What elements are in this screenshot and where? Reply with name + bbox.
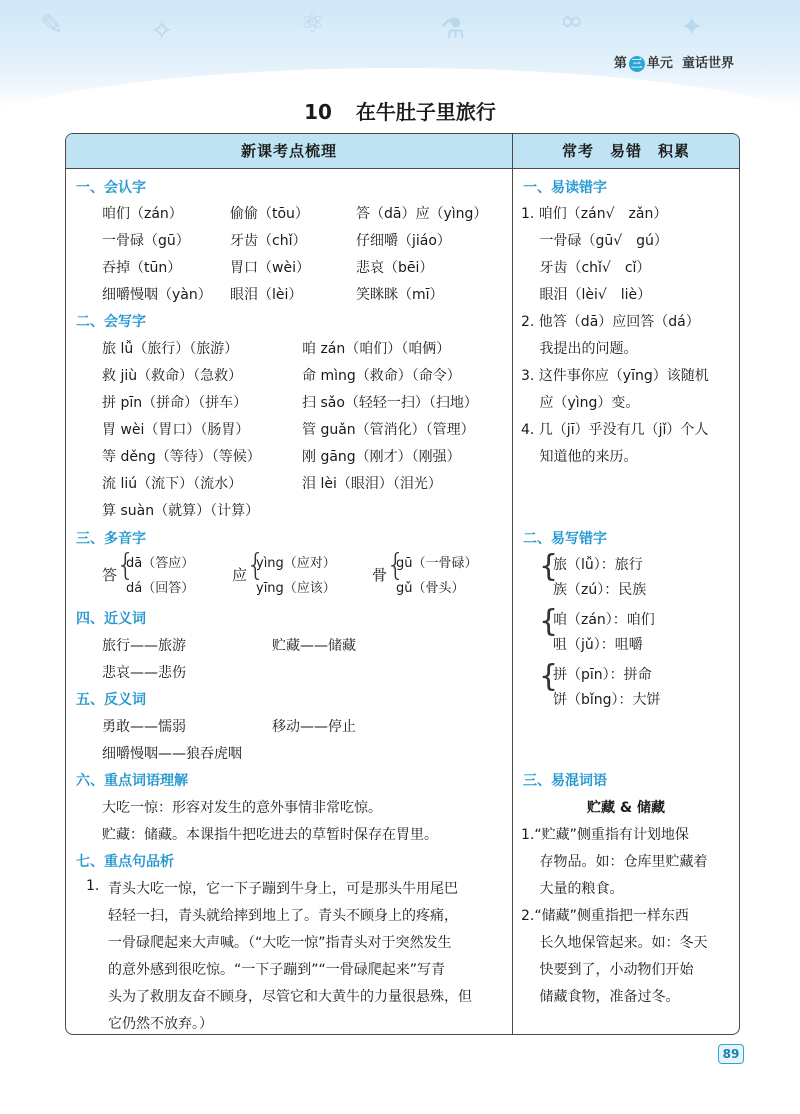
list-item: 悲哀（bēi） [356,260,434,276]
list-item: 饼（bǐng）：大饼 [553,692,661,708]
star-icon: ✧ [150,14,174,47]
list-item: 悲哀——悲伤 [102,665,186,681]
list-item: 2. 他答（dā）应回答（dá） [521,314,700,330]
list-item: dá（回答） [126,581,195,596]
content-box [65,133,740,1035]
list-item: 勇敢——懦弱 [102,719,186,735]
analysis-line: 青头大吃一惊，它一下子蹦到牛身上，可是那头牛用尾巴 [108,881,458,897]
list-item: 流 liú（流下）（流水） [102,476,243,492]
list-item: 存物品。如：仓库里贮藏着 [521,854,708,870]
definition-line: 贮藏：储藏。本课指牛把吃进去的草暂时保存在胃里。 [102,827,438,843]
polyphone-char: 应 [232,566,248,584]
compass-icon: ✦ [680,10,704,43]
section-title: 三、多音字 [76,531,146,547]
list-item: 泪 lèi（眼泪）（泪光） [302,476,442,492]
list-item: 旅（lǚ）：旅行 [553,557,643,573]
brace-icon: { [539,604,559,639]
unit-suffix: 单元 [646,56,673,71]
list-item: 拼（pīn）：拼命 [553,667,652,683]
brace-icon: { [116,548,136,583]
section-title: 二、易写错字 [523,531,607,547]
brace-icon: { [386,548,406,583]
list-item: 命 mìng（救命）（命令） [302,368,461,384]
list-item: 眼泪（lèi√ liè） [521,287,652,303]
section-title: 一、易读错字 [523,180,607,196]
list-item: 拼 pīn（拼命）（拼车） [102,395,248,411]
list-item: 4. 几（jī）乎没有几（jǐ）个人 [521,422,709,438]
list-item: 一骨碌（gū√ gú） [521,233,668,249]
list-item: 3. 这件事你应（yīng）该随机 [521,368,709,384]
section-title: 四、近义词 [76,611,146,627]
brace-icon: { [539,659,559,694]
list-item: 牙齿（chǐ√ cǐ） [521,260,651,276]
list-item: 长久地保管起来。如：冬天 [521,935,708,951]
left-column-heading: 新课考点梳理 [66,134,512,169]
list-item: 旅 lǚ（旅行）（旅游） [102,341,239,357]
unit-name: 童话世界 [681,56,734,71]
list-item: 应（yìng）变。 [521,395,640,411]
brace-icon: { [539,549,559,584]
list-item: 仔细嚼（jiáo） [356,233,451,249]
list-item: 2.“储藏”侧重指把一样东西 [521,908,689,924]
list-item: 族（zú）：民族 [553,582,647,598]
list-item: 笑眯眯（mī） [356,287,444,303]
section-title: 六、重点词语理解 [76,773,188,789]
list-item: 快要到了，小动物们开始 [521,962,694,978]
page-number: 89 [718,1044,744,1064]
list-item: 储藏食物，准备过冬。 [521,989,680,1005]
list-item: 吞掉（tūn） [102,260,182,276]
list-item: 管 guǎn（管消化）（管理） [302,422,475,438]
section-title: 七、重点句品析 [76,854,174,870]
list-item: 移动——停止 [272,719,356,735]
list-item: 1.“贮藏”侧重指有计划地保 [521,827,689,843]
list-item: 等 děng（等待）（等候） [102,449,261,465]
list-item: 刚 gāng（刚才）（刚强） [302,449,461,465]
list-item: yīng（应该） [256,581,336,596]
list-item: 贮藏——储藏 [272,638,356,654]
polyphone-char: 骨 [372,566,388,584]
list-item: dā（答应） [126,556,195,571]
list-item: yìng（应对） [256,556,336,571]
dna-icon: ∞ [560,4,584,37]
list-item: 咀（jǔ）：咀嚼 [553,637,643,653]
list-item: 知道他的来历。 [521,449,638,465]
section-title: 五、反义词 [76,692,146,708]
unit-label [614,52,734,72]
list-item: 旅行——旅游 [102,638,186,654]
analysis-line: 的意外感到很吃惊。“一下子蹦到”“一骨碌爬起来”写青 [108,962,446,978]
section-title: 三、易混词语 [523,773,607,789]
list-item: gū（一骨碌） [396,556,478,571]
right-column [513,134,739,1034]
list-item: 1. 咱们（zán√ zǎn） [521,206,668,222]
analysis-line: 它仍然不放弃。） [108,1016,213,1032]
analysis-line: 一骨碌爬起来大声喊。（“大吃一惊”指青头对于突然发生 [108,935,452,951]
list-item: 咱（zán）：咱们 [553,612,655,628]
lesson-number: 10 [304,100,332,124]
list-item: 咱们（zán） [102,206,183,222]
list-item: 我提出的问题。 [521,341,638,357]
section-title: 二、会写字 [76,314,146,330]
right-column-heading: 常考 易错 积累 [513,134,739,169]
lesson-title: 在牛肚子里旅行 [355,100,496,124]
item-number: 1. [86,878,100,894]
atom-icon: ⚛ [300,6,326,39]
list-item: 细嚼慢咽——狼吞虎咽 [102,746,242,762]
list-item: 胃 wèi（胃口）（肠胃） [102,422,250,438]
list-item: 偷偷（tōu） [230,206,309,222]
polyphone-char: 答 [102,566,118,584]
list-item: 一骨碌（gū） [102,233,190,249]
list-item: 救 jiù（救命）（急救） [102,368,243,384]
list-item: 大量的粮食。 [521,881,624,897]
list-item: 算 suàn（就算）（计算） [102,503,260,519]
list-item: 咱 zán（咱们）（咱俩） [302,341,451,357]
list-item: 胃口（wèi） [230,260,310,276]
unit-prefix: 第 [613,56,627,71]
flask-icon: ⚗ [440,12,466,45]
analysis-line: 头为了救朋友奋不顾身，尽管它和大黄牛的力量很悬殊，但 [108,989,472,1005]
section-title: 一、会认字 [76,180,146,196]
list-item: gǔ（骨头） [396,581,465,596]
definition-line: 大吃一惊：形容对发生的意外事情非常吃惊。 [102,800,382,816]
lightbulb-icon: ✎ [40,8,64,41]
brace-icon: { [246,548,266,583]
list-item: 扫 sǎo（轻轻一扫）（扫地） [302,395,478,411]
list-item: 答（dā）应（yìng） [356,206,488,222]
list-item: 眼泪（lèi） [230,287,303,303]
comparison-subtitle: 贮藏 & 储藏 [587,800,665,816]
left-column [66,134,513,1034]
list-item: 细嚼慢咽（yàn） [102,287,212,303]
page-title [0,96,800,125]
unit-number-badge: 三 [629,56,645,72]
list-item: 牙齿（chǐ） [230,233,307,249]
analysis-line: 轻轻一扫，青头就给摔到地上了。青头不顾身上的疼痛， [108,908,458,924]
